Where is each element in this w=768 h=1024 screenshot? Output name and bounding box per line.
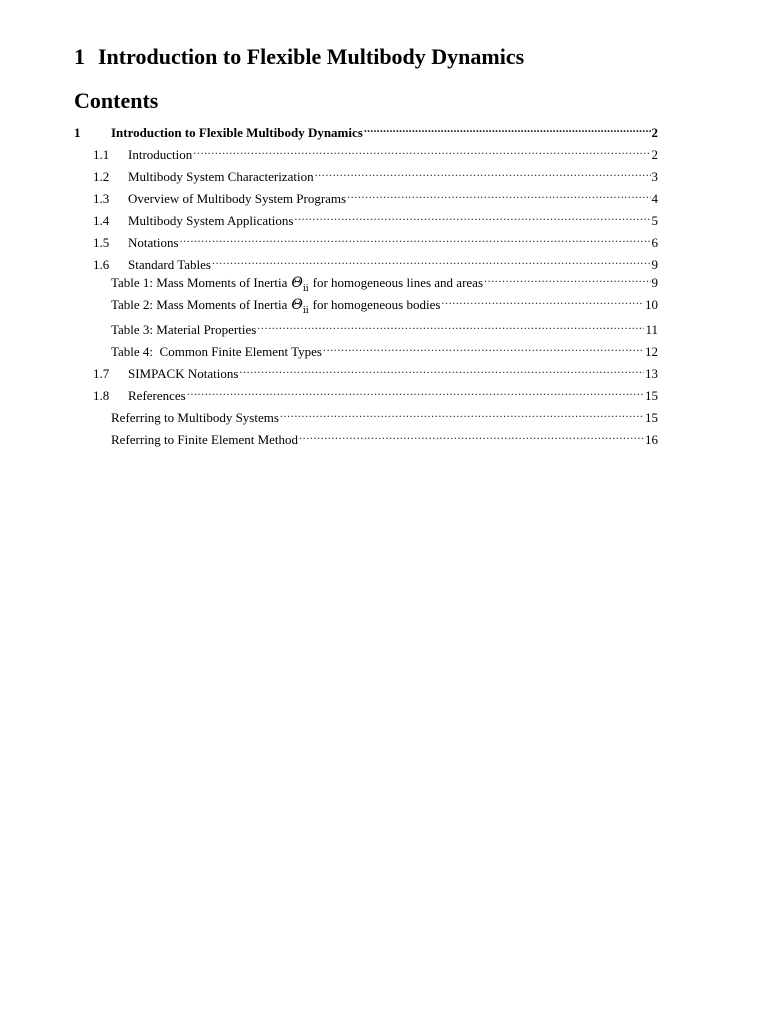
toc-entry-page: 4 [651,191,658,206]
toc-entry-page: 10 [645,297,658,312]
toc-entry-number: 1.2 [93,169,110,184]
toc-dot-leader [193,141,650,159]
toc-entry-title: Notations [128,235,179,250]
chapter-title-text: Introduction to Flexible Multibody Dynamics [98,44,525,69]
toc-entry-page: 13 [645,366,658,381]
theta-ii-symbol: $\Theta_{ii}$ [291,275,309,294]
toc-entry-chapter-1[interactable] [74,119,658,140]
toc-entry-title: Overview of Multibody System Programs [128,191,347,206]
toc-entry-1-8[interactable] [93,382,658,403]
toc-entry-page: 2 [651,125,658,140]
toc-entry-1-4[interactable] [93,207,658,228]
toc-dot-leader [239,360,644,378]
toc-entry-1-7[interactable] [93,360,658,381]
toc-entry-page: 3 [651,169,658,184]
toc-dot-leader [187,382,644,400]
toc-dot-leader [323,338,644,356]
toc-entry-1-2[interactable] [93,163,658,184]
toc-entry-title: Introduction to Flexible Multibody Dynamics [111,125,363,140]
chapter-number: 1 [74,44,85,69]
toc-entry-title: Multibody System Applications [128,213,294,228]
toc-entry-title: SIMPACK Notations [128,366,239,381]
toc-entry-page: 9 [651,257,658,272]
toc-dot-leader [347,185,650,203]
toc-dot-leader [180,229,651,247]
toc-entry-page: 5 [651,213,658,228]
toc-dot-leader [299,426,644,444]
toc-entry-table-4[interactable] [111,338,658,359]
toc-entry-title: Standard Tables [128,257,211,272]
toc-entry-title: Referring to Finite Element Method [111,432,299,447]
chapter-title [74,44,524,70]
toc-entry-page: 11 [645,322,658,337]
toc-dot-leader [315,163,651,181]
toc-entry-title-suffix: for homogeneous bodies [312,297,441,312]
toc-entry-table-3[interactable] [111,316,658,337]
toc-entry-title-suffix: for homogeneous lines and areas [312,275,483,290]
toc-entry-title: Introduction [128,147,193,162]
toc-entry-referring-fem[interactable] [111,426,658,447]
toc-dot-leader [441,291,644,309]
toc-entry-title: Table 4: Common Finite Element Types [111,344,322,359]
toc-entry-page: 2 [651,147,658,162]
toc-entry-number: 1.5 [93,235,110,250]
toc-entry-number: 1.4 [93,213,110,228]
toc-entry-page: 15 [645,388,658,403]
contents-heading: Contents [74,88,159,113]
toc-entry-page: 6 [651,235,658,250]
toc-entry-title: References [128,388,186,403]
toc-dot-leader [257,316,644,334]
toc-entry-page: 15 [645,410,658,425]
toc-entry-number: 1.3 [93,191,110,206]
toc-entry-referring-multibody[interactable] [111,404,658,425]
toc-dot-leader [364,119,651,137]
toc-entry-title: Table 3: Material Properties [111,322,257,337]
toc-entry-number: 1.6 [93,257,110,272]
toc-entry-1-1[interactable] [93,141,658,162]
theta-ii-symbol: $\Theta_{ii}$ [291,297,309,316]
toc-entry-1-5[interactable] [93,229,658,250]
toc-entry-title: Table 2: Mass Moments of Inertia [111,297,288,312]
toc-dot-leader [280,404,644,422]
toc-entry-number: 1 [74,125,81,140]
toc-entry-1-3[interactable] [93,185,658,206]
toc-entry-title: Table 1: Mass Moments of Inertia [111,275,288,290]
toc-entry-page: 12 [645,344,658,359]
toc-dot-leader [484,269,651,287]
toc-entry-page: 9 [651,275,658,290]
toc-entry-number: 1.1 [93,147,110,162]
toc-entry-page: 16 [645,432,658,447]
toc-dot-leader [212,251,651,269]
toc-dot-leader [294,207,650,225]
toc-entry-number: 1.8 [93,388,110,403]
toc-entry-number: 1.7 [93,366,110,381]
toc-entry-table-2[interactable] [111,291,658,316]
toc-entry-title: Referring to Multibody Systems [111,410,279,425]
toc-entry-table-1[interactable] [111,269,658,294]
toc-entry-title: Multibody System Characterization [128,169,314,184]
toc-entry-1-6[interactable] [93,251,658,272]
